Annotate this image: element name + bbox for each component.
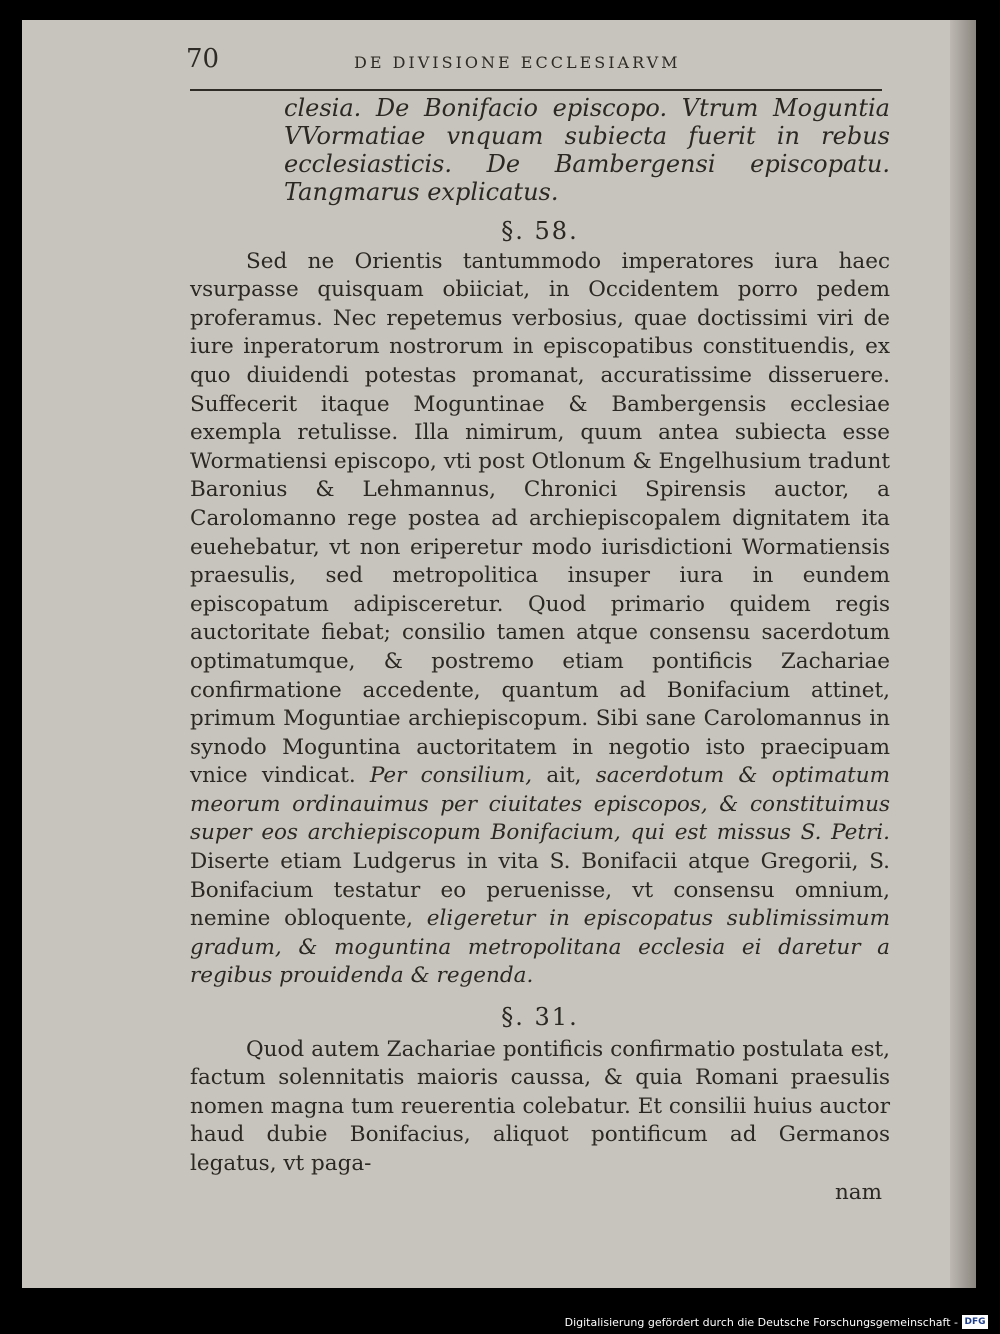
header-rule bbox=[190, 89, 882, 91]
section-heading-31: §. 31. bbox=[501, 1003, 579, 1032]
section-58-text-a: Sed ne Orientis tantummodo imperatores iura haec vsurpasse quisquam obiiciat, in Occidentem porro pedem proferamus. Nec repetemus verbosius, quae doctissimi viri de iure inperatorum nostrorum in episcopatibus constituendis, ex quo diuidendi potestas promanat, accuratissime disseruere. Suffecerit itaque Moguntinae & Bambergensis ecclesiae exempla retulisse. Illa nimirum, quum antea subiecta esse Wormatiensi episcopo, vti post Otlonum & Engelhusium tradunt Baronius & Lehmannus, Chronici Spirensis auctor, a Carolomanno rege postea ad archiepiscopalem dignitatem ita euehebatur, vt non eriperetur modo iurisdictioni Wormatiensis praesulis, sed metropolitica insuper iura in eundem episcopatum adipisceretur. Quod primario quidem regis auctoritate fiebat; consilio tamen atque consensu sacerdotum optimatumque, & postremo etiam pontificis Zachariae confirmatione accedente, quantum ad Bonifacium attinet, primum Moguntiae archiepiscopum. Sibi sane Carolomannus in synodo Moguntina auctoritatem in negotio isto praecipuam vnice vindicat. bbox=[190, 248, 890, 789]
section-31-paragraph: Quod autem Zachariae pontificis confirmatio postulata est, factum solennitatis maioris caussa, & quia Romani praesulis nomen magna tum reuerentia colebatur. Et consilii huius auctor haud dubie Bonifacius, aliquot pontificum ad Germanos legatus, vt paga- bbox=[190, 1036, 890, 1176]
section-58-text-c: Diserte etiam Ludgerus in vita S. Bonifacii atque Gregorii, S. Bonifacium testatur eo peruenisse, vt consensu omnium, nemine obloquente, bbox=[190, 849, 890, 932]
quote-eligeretur: eligeretur in episcopatus sublimissimum gradum, & moguntina metropolitana ecclesia ei daretur a regibus prouidenda & regenda. bbox=[190, 906, 890, 989]
page-number: 70 bbox=[186, 44, 220, 74]
page-edge bbox=[950, 20, 976, 1288]
digitization-footer bbox=[0, 1312, 1000, 1334]
quote-sacerdotum: sacerdotum & optimatum meorum ordinauimus per ciuitates episcopos, & constituimus super eos archiepiscopum Bonifacium, qui est missus S. Petri. bbox=[190, 763, 891, 846]
footer-credit: Digitalisierung gefördert durch die Deutsche Forschungsgemeinschaft - bbox=[564, 1316, 958, 1329]
dfg-logo: DFG bbox=[962, 1315, 988, 1329]
section-58-paragraph bbox=[190, 248, 890, 991]
intro-summary: clesia. De Bonifacio episcopo. Vtrum Moguntia VVormatiae vnquam subiecta fuerit in rebus ecclesiasticis. De Bambergensi episcopatu. Tangmarus explicatus. bbox=[284, 94, 890, 206]
section-58-text-b: ait, bbox=[546, 763, 582, 789]
running-header bbox=[186, 44, 886, 84]
running-title: DE DIVISIONE ECCLESIARVM bbox=[354, 53, 681, 72]
page-body bbox=[190, 94, 890, 1207]
section-heading-58: §. 58. bbox=[501, 217, 579, 245]
catchword: nam bbox=[834, 1179, 882, 1205]
quote-per-consilium: Per consilium, bbox=[369, 763, 533, 789]
